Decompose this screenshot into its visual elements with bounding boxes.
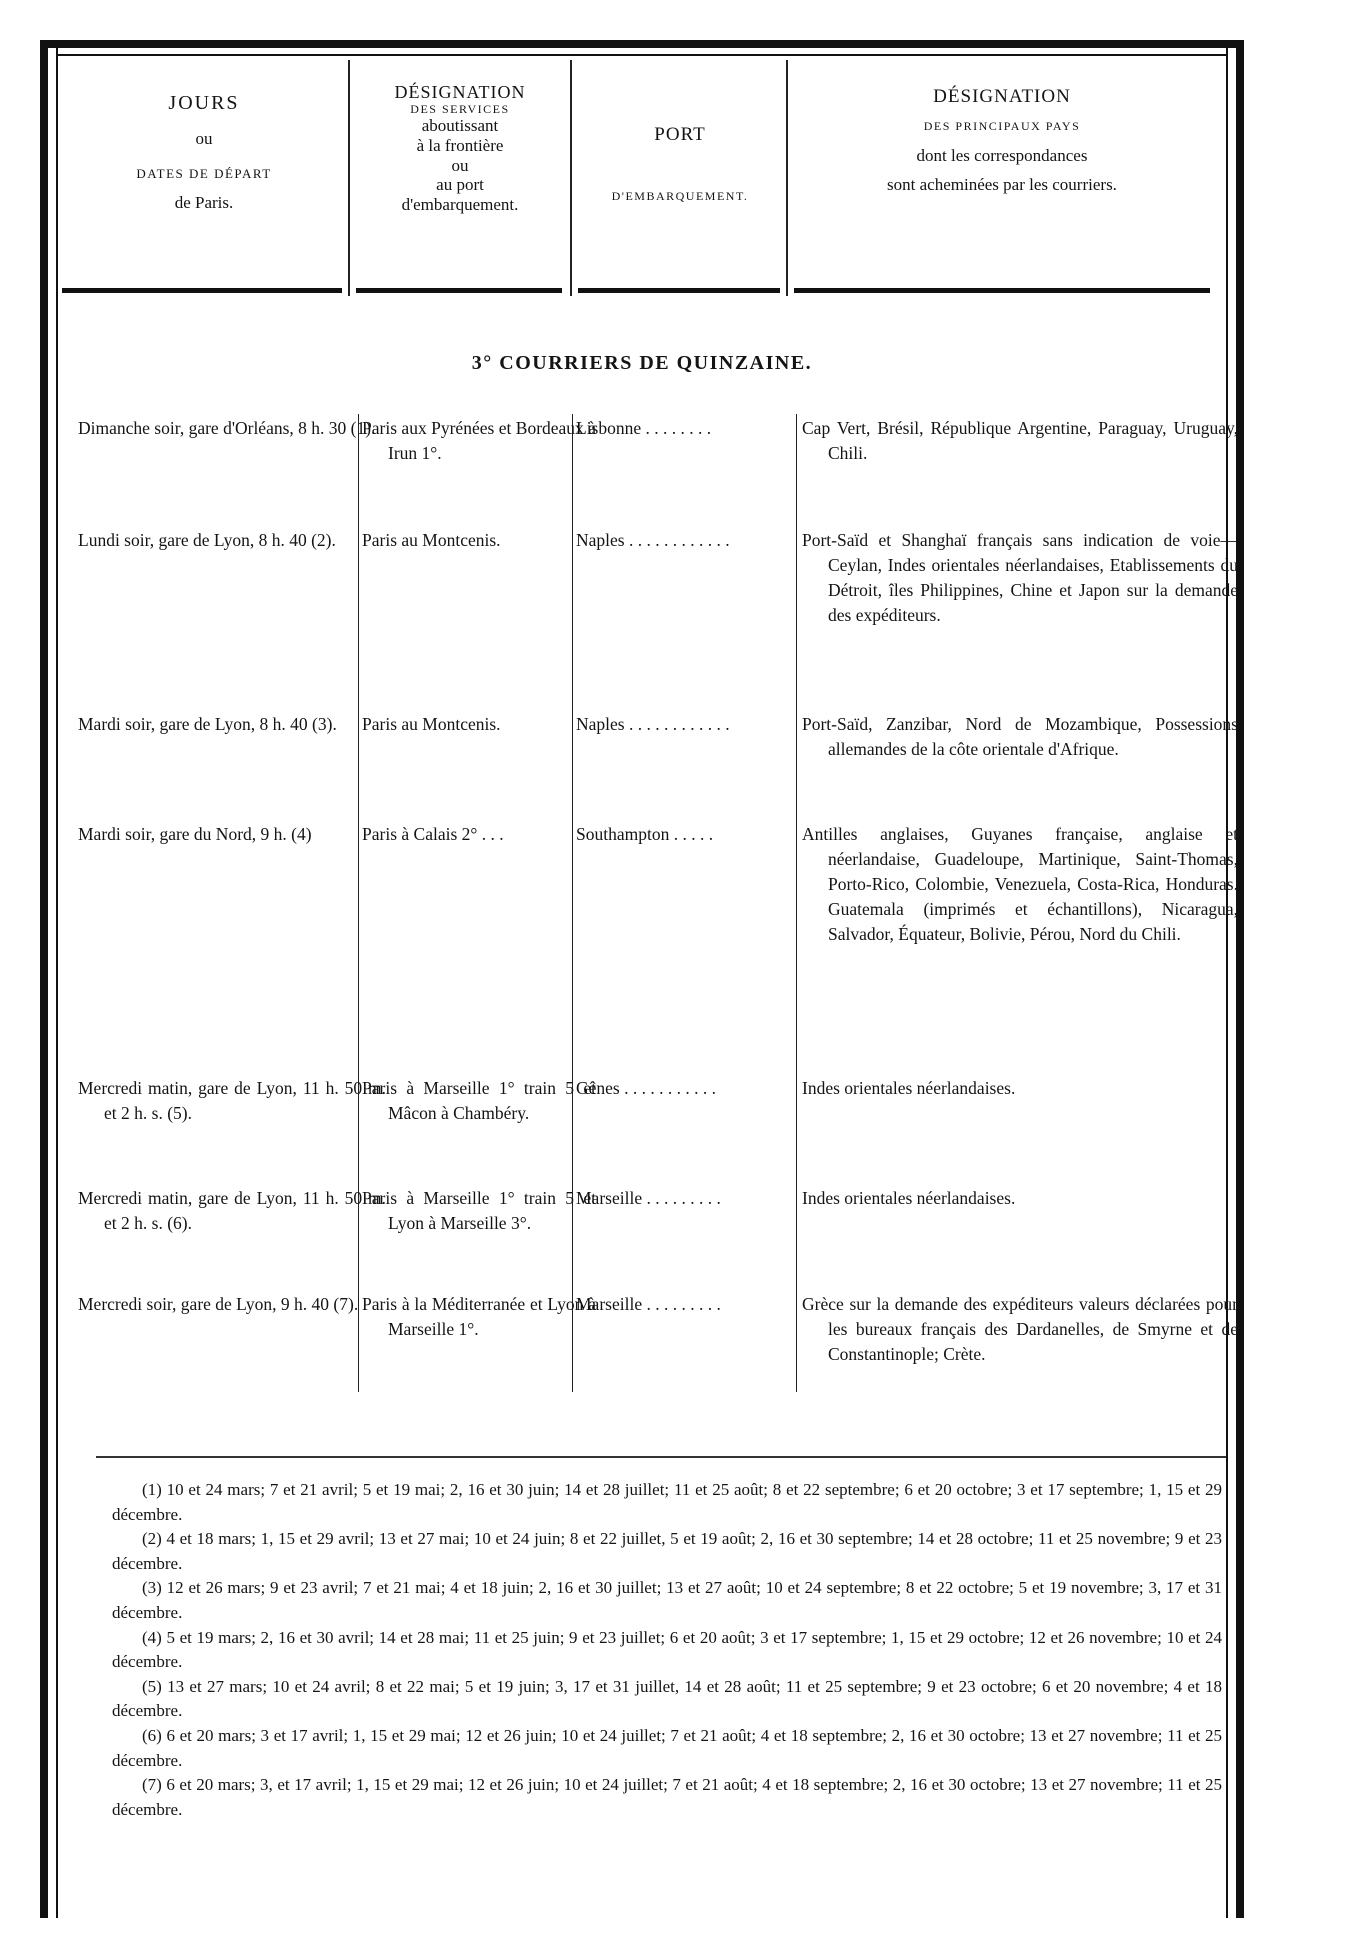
header-rule-col3 [578, 288, 780, 293]
frame-inner-rule-left [56, 48, 58, 1918]
header-countries-sub: DES PRINCIPAUX PAYS [923, 118, 1081, 133]
body-column-rule-2 [572, 414, 573, 1392]
footnote-5: (5) 13 et 27 mars; 10 et 24 avril; 8 et 22 mai; 5 et 19 juin; 3, 17 et 31 juillet, 14 et 28 août; 11 et 25 septembre; 9 et 23 octobre; 6 et 20 novembre; 4 et 18 décembre. [112, 1676, 1222, 1721]
header-services-line3: aboutissant [421, 116, 499, 136]
body-column-rule-1 [358, 414, 359, 1392]
header-services-line5: ou [451, 155, 469, 175]
notes-rule [96, 1456, 1226, 1458]
footnote-1: (1) 10 et 24 mars; 7 et 21 avril; 5 et 19 mai; 2, 16 et 30 juin; 14 et 28 juillet; 11 et 25 août; 8 et 22 septembre; 6 et 20 octobre; 3 et 17 septembre; 1, 15 et 29 décembre. [112, 1480, 1222, 1524]
header-services-line4: à la frontière [416, 136, 504, 156]
row-1-countries: Cap Vert, Brésil, République Argentine, Paraguay, Uruguay, Chili. [802, 418, 1238, 463]
row-3-day: Mardi soir, gare de Lyon, 8 h. 40 (3). [78, 714, 337, 734]
header-days-sub: DATES DE DÉPART [136, 165, 272, 181]
row-4-service: Paris à Calais 2° . . . [362, 824, 504, 844]
header-days-ou: ou [195, 129, 213, 148]
row-2-port: Naples . . . . . . . . . . . . [576, 530, 730, 550]
row-4-port: Southampton . . . . . [576, 824, 714, 844]
header-services-line6: au port [436, 175, 484, 195]
row-5-service: Paris à Marseille 1° train 5 et Mâcon à Chambéry. [362, 1078, 596, 1123]
footnotes [112, 1478, 1222, 1822]
header-services-line7: d'embarquement. [401, 194, 519, 214]
row-3-countries: Port-Saïd, Zanzibar, Nord de Mozambique, Possessions allemandes de la côte orientale d'Afrique. [802, 714, 1238, 759]
row-6-countries: Indes orientales néerlandaises. [802, 1188, 1016, 1208]
frame-inner-rule-top [56, 54, 1228, 56]
row-1-port: Lisbonne . . . . . . . . [576, 418, 712, 438]
header-countries [792, 86, 1212, 195]
row-5-port: Gênes . . . . . . . . . . . [576, 1078, 716, 1098]
footnote-7: (7) 6 et 20 mars; 3, et 17 avril; 1, 15 et 29 mai; 12 et 26 juin; 10 et 24 juillet; 7 et 21 août; 4 et 18 septembre; 2, 16 et 30 octobre; 13 et 27 novembre; 11 et 25 décembre. [112, 1775, 1222, 1819]
header-column-rule-2 [570, 60, 572, 296]
header-days-paris: de Paris. [174, 193, 234, 213]
row-6-day: Mercredi matin, gare de Lyon, 11 h. 50 m. et 2 h. s. (6). [78, 1188, 386, 1233]
header-countries-title: DÉSIGNATION [933, 86, 1071, 107]
row-2-service: Paris au Montcenis. [362, 530, 501, 550]
section-title: 3° COURRIERS DE QUINZAINE. [471, 352, 813, 374]
row-2-day: Lundi soir, gare de Lyon, 8 h. 40 (2). [78, 530, 336, 550]
header-countries-line4: sont acheminées par les courriers. [887, 175, 1117, 195]
header-countries-line3: dont les correspondances [916, 145, 1088, 165]
footnote-6: (6) 6 et 20 mars; 3 et 17 avril; 1, 15 et 29 mai; 12 et 26 juin; 10 et 24 juillet; 7 et 21 août; 4 et 18 septembre; 2, 16 et 30 octobre; 13 et 27 novembre; 11 et 25 décembre. [112, 1725, 1222, 1770]
row-6-port: Marseille . . . . . . . . . [576, 1188, 721, 1208]
header-services [352, 82, 568, 214]
row-7-service: Paris à la Méditerranée et Lyon à Marseille 1°. [362, 1294, 596, 1339]
footnote-4: (4) 5 et 19 mars; 2, 16 et 30 avril; 14 et 28 mai; 11 et 25 juin; 9 et 23 juillet; 6 et 20 août; 3 et 17 septembre; 1, 15 et 29 octobre; 12 et 26 novembre; 10 et 24 décembre. [112, 1627, 1222, 1672]
body-column-rule-3 [796, 414, 797, 1392]
row-1-day: Dimanche soir, gare d'Orléans, 8 h. 30 (1). [78, 418, 376, 438]
frame-inner-rule-right [1226, 48, 1228, 1918]
row-7-day: Mercredi soir, gare de Lyon, 9 h. 40 (7). [78, 1294, 359, 1314]
footnote-2: (2) 4 et 18 mars; 1, 15 et 29 avril; 13 et 27 mai; 10 et 24 juin; 8 et 22 juillet, 5 et 19 août; 2, 16 et 30 septembre; 14 et 28 octobre; 11 et 25 novembre; 9 et 23 décembre. [112, 1529, 1222, 1573]
footnote-3: (3) 12 et 26 mars; 9 et 23 avril; 7 et 21 mai; 4 et 18 juin; 2, 16 et 30 juillet; 13 et 27 août; 10 et 24 septembre; 8 et 22 octobre; 5 et 19 novembre; 3, 17 et 31 décembre. [112, 1578, 1222, 1622]
row-7-port: Marseille . . . . . . . . . [576, 1294, 721, 1314]
row-3-port: Naples . . . . . . . . . . . . [576, 714, 730, 734]
row-6-service: Paris à Marseille 1° train 5 et Lyon à Marseille 3°. [362, 1188, 596, 1233]
row-1-service: Paris aux Pyrénées et Bordeaux à Irun 1°. [362, 418, 596, 463]
header-rule-col2 [356, 288, 562, 293]
header-port [574, 124, 786, 204]
header-services-title: DÉSIGNATION [394, 82, 526, 102]
row-3-service: Paris au Montcenis. [362, 714, 501, 734]
header-rule-col4 [794, 288, 1210, 293]
row-4-day: Mardi soir, gare du Nord, 9 h. (4) [78, 824, 312, 844]
header-column-rule-1 [348, 60, 350, 296]
header-days-title: JOURS [168, 92, 240, 114]
row-7-countries: Grèce sur la demande des expéditeurs valeurs déclarées pour les bureaux français des Dardanelles, de Smyrne et de Constantinople; Crète. [802, 1294, 1238, 1364]
header-rule-col1 [62, 288, 342, 293]
row-4-countries: Antilles anglaises, Guyanes française, anglaise et néerlandaise, Guadeloupe, Martinique, Saint-Thomas, Porto-Rico, Colombie, Venezuela, Costa-Rica, Honduras. Guatemala (imprimés et échantillons), Nicaragua, Salvador, Équateur, Bolivie, Pérou, Nord du Chili. [802, 824, 1238, 944]
row-5-day: Mercredi matin, gare de Lyon, 11 h. 50 m. et 2 h. s. (5). [78, 1078, 386, 1123]
row-5-countries: Indes orientales néerlandaises. [802, 1078, 1016, 1098]
row-2-countries: Port-Saïd et Shanghaï français sans indication de voie—Ceylan, Indes orientales néerlandaises, Etablissements du Détroit, îles Philippines, Chine et Japon sur la demande des expéditeurs. [802, 530, 1238, 625]
header-column-rule-3 [786, 60, 788, 296]
header-port-sub: D'EMBARQUEMENT. [611, 188, 749, 203]
header-days [64, 92, 344, 213]
header-services-sub: DES SERVICES [410, 101, 510, 116]
header-port-title: PORT [654, 124, 706, 145]
